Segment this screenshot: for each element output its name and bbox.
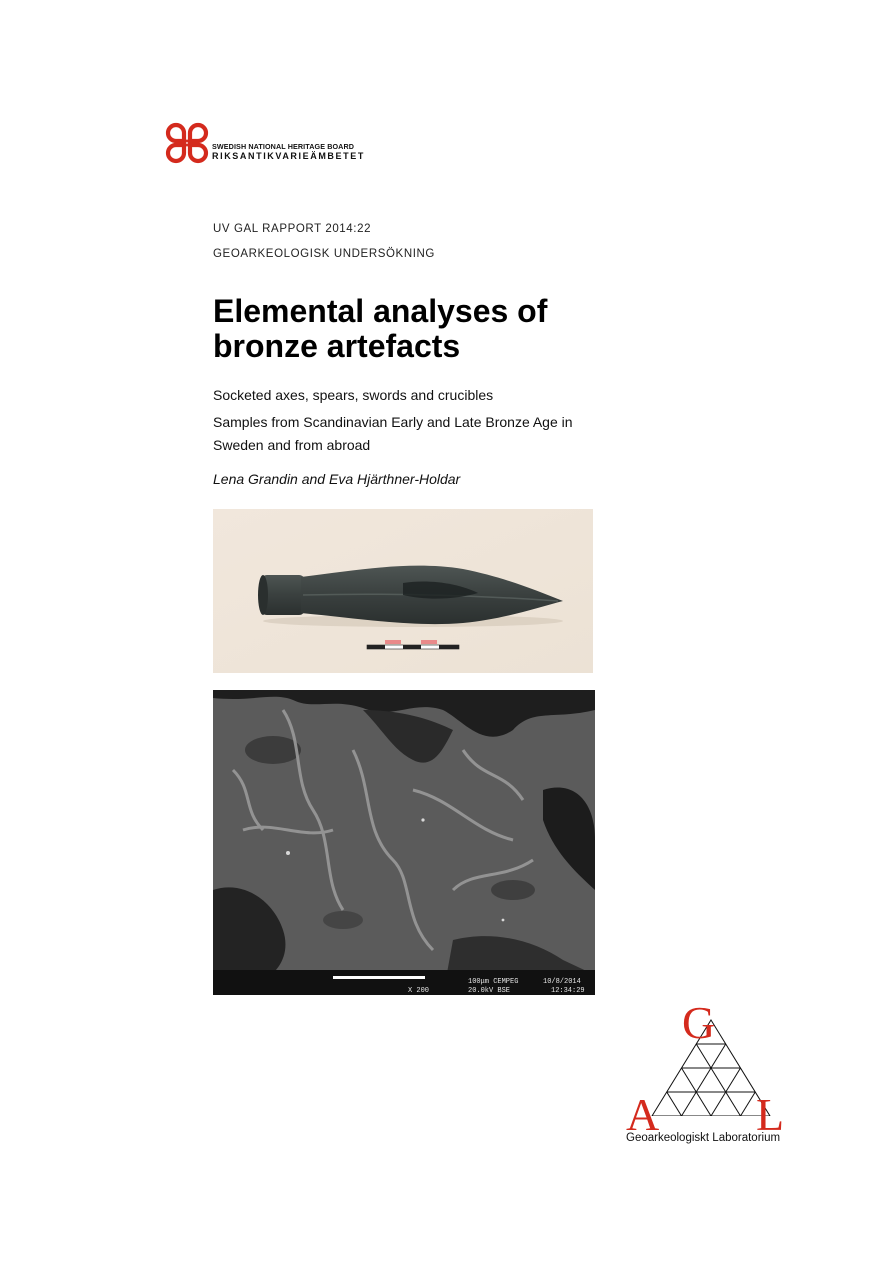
org-name-swedish: RIKSANTIKVARIEÄMBETET <box>212 151 365 161</box>
sem-micrograph <box>213 690 595 995</box>
org-name-english: SWEDISH NATIONAL HERITAGE BOARD <box>212 142 355 151</box>
gal-name: Geoarkeologiskt Laboratorium <box>626 1132 781 1144</box>
micrograph-scale-label: 100μm CEMPEG <box>468 978 519 986</box>
heritage-board-logo <box>164 120 378 168</box>
gal-letter-a: A <box>626 1089 660 1140</box>
page-title: Elemental analyses of bronze artefacts <box>213 293 548 365</box>
subtitle-primary: Socketed axes, spears, swords and crucibles <box>213 387 494 403</box>
report-type: GEOARKEOLOGISK UNDERSÖKNING <box>213 248 435 260</box>
gal-logo <box>622 997 797 1160</box>
gal-letter-g: G <box>682 997 716 1048</box>
subtitle-secondary: Samples from Scandinavian Early and Late Bronze Age in Sweden and from abroad <box>213 414 573 453</box>
micrograph-magnification: X 200 <box>408 987 430 995</box>
heritage-board-logo-icon <box>164 120 210 166</box>
micrograph-time: 12:34:29 <box>551 987 585 995</box>
gal-letter-l: L <box>756 1089 785 1140</box>
micrograph-date: 10/8/2014 <box>543 978 581 986</box>
spearhead-photo <box>213 509 593 673</box>
authors: Lena Grandin and Eva Hjärthner-Holdar <box>213 471 461 487</box>
micrograph-scale-bar <box>333 976 425 979</box>
report-number: UV GAL RAPPORT 2014:22 <box>213 223 372 235</box>
micrograph-voltage: 20.0kV BSE <box>468 987 511 995</box>
